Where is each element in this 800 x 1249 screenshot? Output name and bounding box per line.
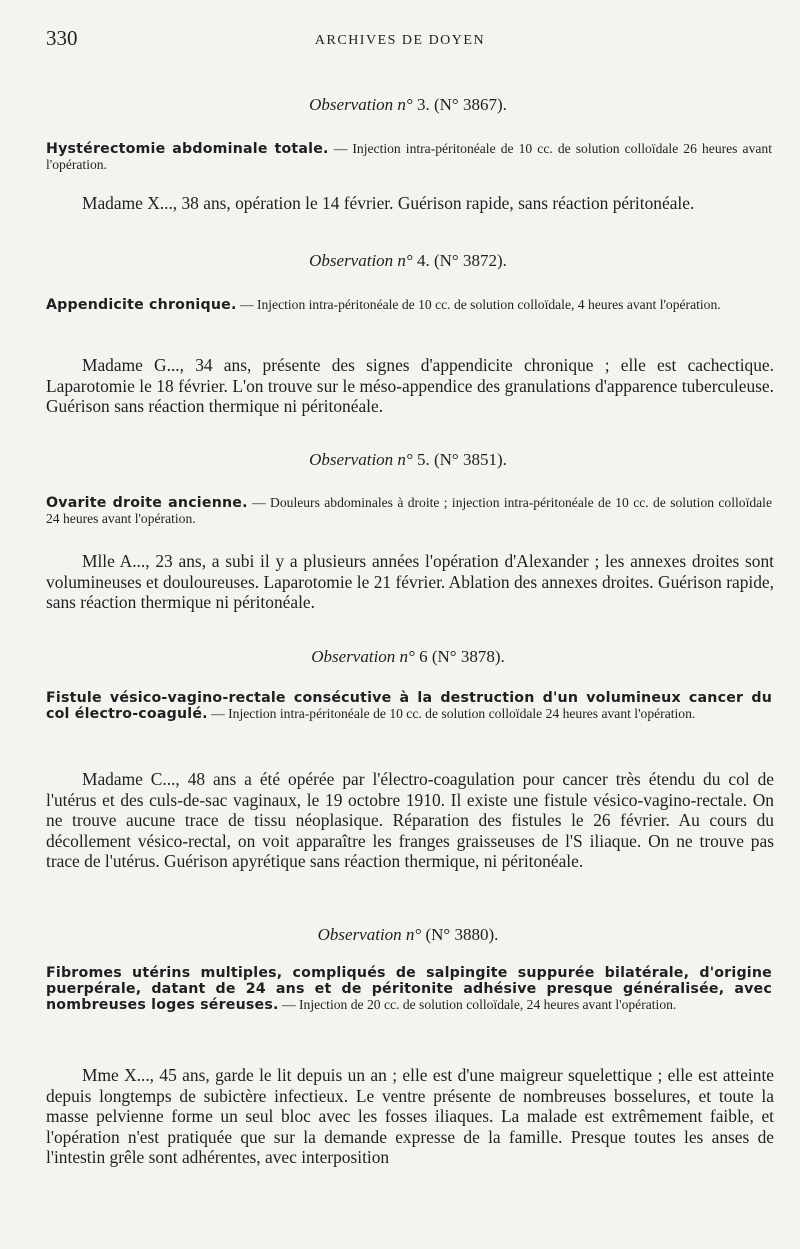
case-title: Ovarite droite ancienne. — [46, 495, 248, 511]
case-summary — [46, 297, 772, 313]
case-body: Madame C..., 48 ans a été opérée par l'électro-coagulation pour cancer très étendu du col de l'utérus et des culs-de-sac vaginaux, le 19 octobre 1910. Il existe une fistule vésico-vagino-rectale. On ne trouve aucune trace de tissu néoplasique. Réparation des fistules le 26 février. Au cours du décollement vésico-rectal, on voit apparaître les franges graisseuses de l'S iliaque. On ne trouve pas trace de l'utérus. Guérison apyrétique sans réaction thermique, ni péritonéale. — [46, 769, 774, 872]
case-injection-text: — Douleurs abdominales à droite ; injection intra-péritonéale de 10 cc. de solution colloïdale 24 heures avant l'opération. — [46, 495, 772, 526]
observation-heading: Observation n° (N° 3880). — [317, 925, 499, 944]
observation-heading: Observation n° 4. (N° 3872). — [309, 251, 507, 270]
case-summary — [46, 690, 772, 722]
case-summary — [46, 141, 772, 173]
case-body: Madame G..., 34 ans, présente des signes d'appendicite chronique ; elle est cachectique. Laparotomie le 18 février. L'on trouve sur le méso-appendice des granulations d'apparence tuberculeuse. Guérison sans réaction thermique ni péritonéale. — [46, 355, 774, 417]
case-title: Appendicite chronique. — [46, 297, 237, 313]
observation-heading: Observation n° 3. (N° 3867). — [309, 95, 507, 114]
case-injection-text: — Injection intra-péritonéale de 10 cc. de solution colloïdale 26 heures avant l'opération. — [46, 141, 772, 172]
case-body: Mlle A..., 23 ans, a subi il y a plusieurs années l'opération d'Alexander ; les annexes droites sont volumineuses et douloureuses. Laparotomie le 21 février. Ablation des annexes droites. Guérison rapide, sans réaction thermique ni péritonéale. — [46, 551, 774, 613]
case-summary — [46, 965, 772, 1013]
observation-heading: Observation n° 5. (N° 3851). — [309, 450, 507, 469]
case-title: Hystérectomie abdominale totale. — [46, 141, 329, 157]
case-summary — [46, 495, 772, 527]
page-number: 330 — [46, 26, 78, 50]
observation-heading: Observation n° 6 (N° 3878). — [311, 647, 505, 666]
case-body: Mme X..., 45 ans, garde le lit depuis un an ; elle est d'une maigreur squelettique ; elle est atteinte depuis longtemps de subictère infectieux. Le ventre présente de nombreuses bosselures, et toute la masse pelvienne forme un seul bloc avec les fosses iliaques. La malade est extrêmement faible, et l'opération n'est pratiquée que sur la demande expresse de la famille. Presque toutes les anses de l'intestin grêle sont adhérentes, avec interposition — [46, 1065, 774, 1168]
case-title: Fistule vésico-vagino-rectale consécutive à la destruction d'un volumineux cancer du col électro-coagulé. — [46, 690, 772, 722]
case-injection-text: — Injection intra-péritonéale de 10 cc. de solution colloïdale, 4 heures avant l'opération. — [236, 297, 721, 312]
case-injection-text: — Injection intra-péritonéale de 10 cc. de solution colloïdale 24 heures avant l'opération. — [207, 706, 696, 721]
case-injection-text: — Injection de 20 cc. de solution colloïdale, 24 heures avant l'opération. — [278, 997, 677, 1012]
case-title: Fibromes utérins multiples, compliqués de salpingite suppurée bilatérale, d'origine puerpérale, datant de 24 ans et de péritonite adhésive presque généralisée, avec nombreuses loges séreuses. — [46, 965, 772, 1013]
case-body: Madame X..., 38 ans, opération le 14 février. Guérison rapide, sans réaction péritonéale. — [82, 193, 695, 213]
running-title: ARCHIVES DE DOYEN — [314, 33, 486, 48]
